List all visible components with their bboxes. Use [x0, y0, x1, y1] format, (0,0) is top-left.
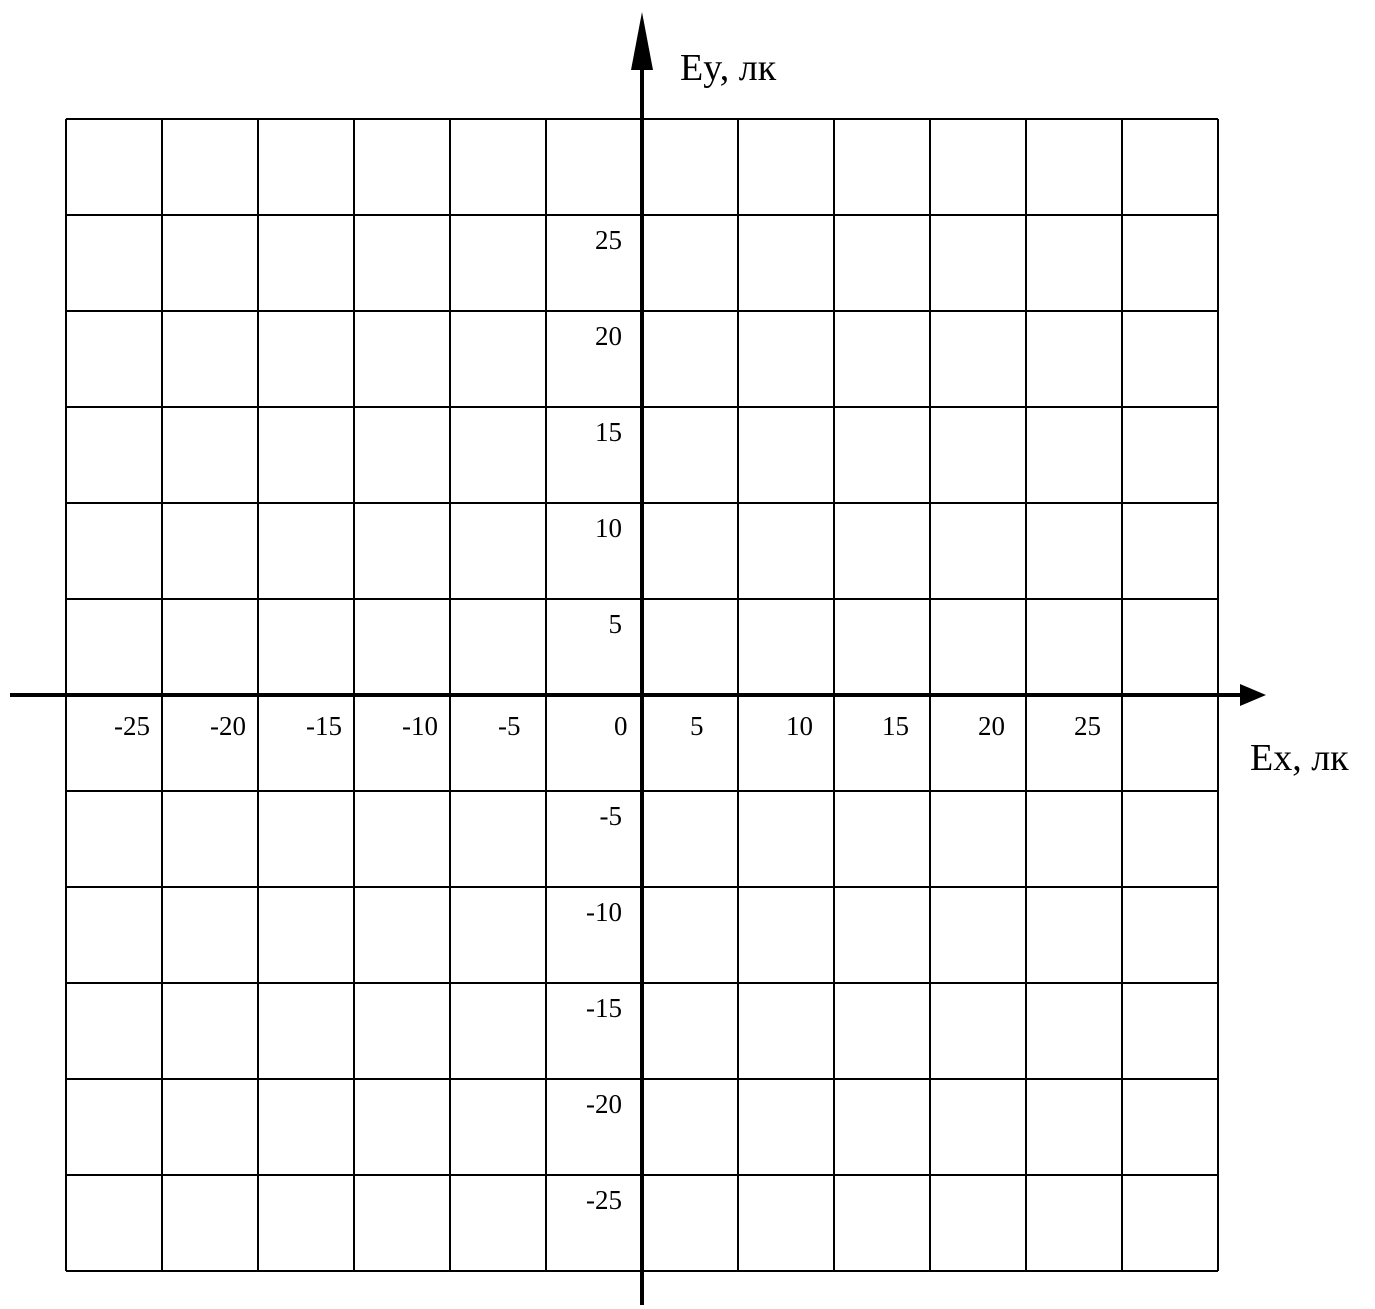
- x-tick-label: -10: [402, 711, 438, 741]
- x-tick-label: 20: [978, 711, 1005, 741]
- x-tick-label: -25: [114, 711, 150, 741]
- y-tick-label: 20: [595, 321, 622, 351]
- y-tick-label: -25: [586, 1185, 622, 1215]
- x-axis-arrow: [1240, 684, 1266, 706]
- x-tick-label: 15: [882, 711, 909, 741]
- y-tick-label: -15: [586, 993, 622, 1023]
- x-tick-label: -20: [210, 711, 246, 741]
- x-tick-label: -15: [306, 711, 342, 741]
- y-axis-arrow: [631, 12, 653, 70]
- y-tick-label: -10: [586, 897, 622, 927]
- x-tick-label: -5: [498, 711, 521, 741]
- y-tick-label: -20: [586, 1089, 622, 1119]
- x-tick-label: 25: [1074, 711, 1101, 741]
- x-tick-label: 0: [614, 711, 628, 741]
- x-axis-label: Ex, лк: [1250, 737, 1349, 779]
- y-axis-label: Ey, лк: [680, 47, 777, 89]
- y-tick-label: 10: [595, 513, 622, 543]
- y-tick-label: 15: [595, 417, 622, 447]
- y-tick-label: -5: [599, 801, 622, 831]
- x-tick-label: 10: [786, 711, 813, 741]
- y-tick-label: 25: [595, 225, 622, 255]
- y-tick-label: 5: [608, 609, 622, 639]
- axes: [10, 12, 1266, 1305]
- tick-labels: [114, 225, 1101, 1215]
- x-tick-label: 5: [690, 711, 704, 741]
